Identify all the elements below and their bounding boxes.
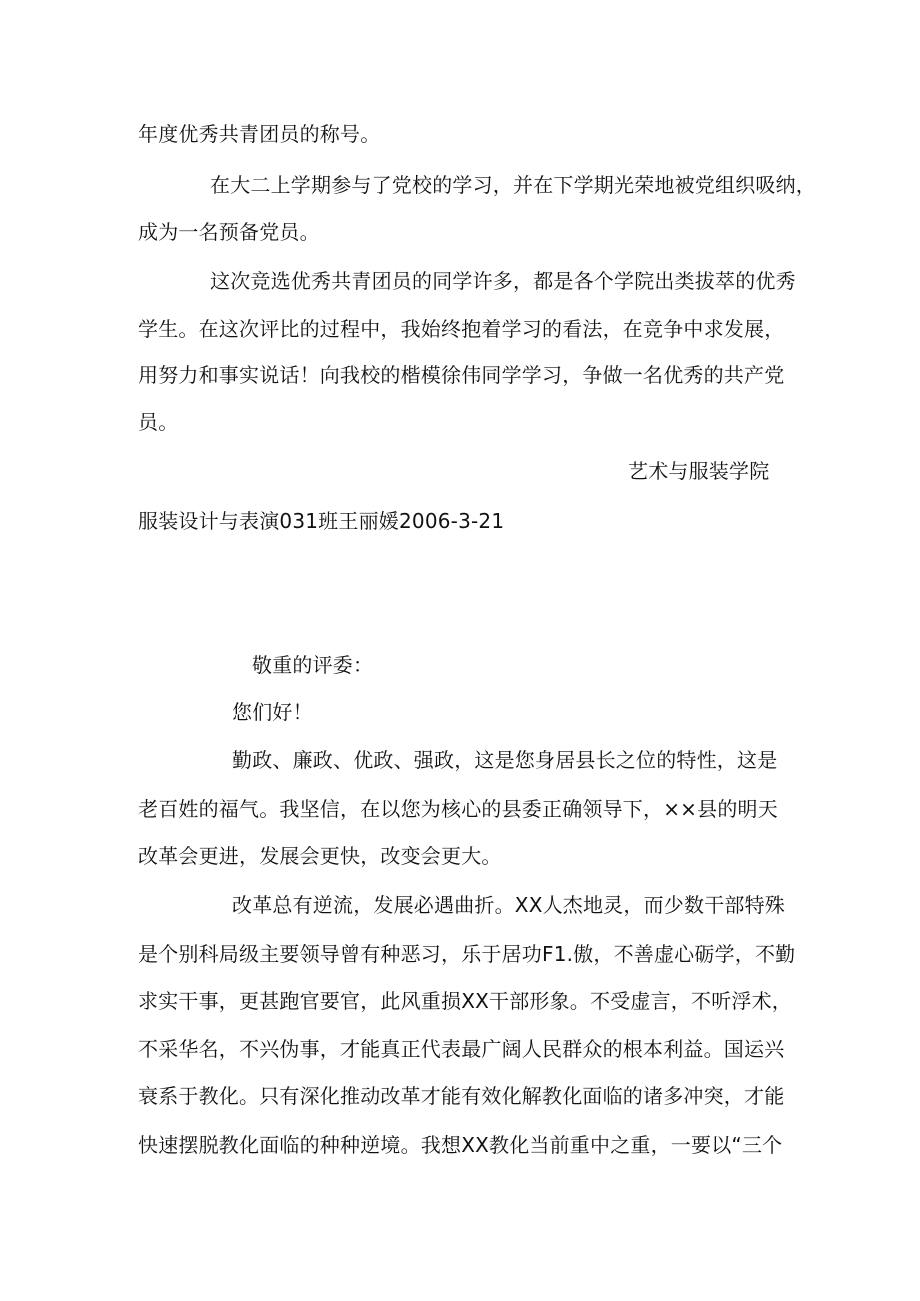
text-line: 是个别科局级主要领导曾有种恶习，乐于居功F1.傲，不善虚心砺学，不勤 (138, 942, 796, 966)
text-line: 年度优秀共青团员的称号。 (138, 122, 381, 146)
text-line: 勤政、廉政、优政、强政，这是您身居县长之位的特性，这是 (232, 748, 778, 772)
text-line: 快速摆脱教化面临的种种逆境。我想XX教化当前重中之重，一要以“三个 (138, 1133, 783, 1157)
text-line: 成为一名预备党员。 (138, 220, 320, 244)
signature-line: 服装设计与表演031班王丽媛2006-3-21 (138, 509, 505, 533)
salutation: 敬重的评委： (252, 653, 374, 677)
text-line: 衰系于教化。只有深化推动改革才能有效化解教化面临的诸多冲突，才能 (138, 1084, 785, 1108)
text-line: 学生。在这次评比的过程中，我始终抱着学习的看法，在竞争中求发展， (138, 317, 785, 341)
text-line: 改革会更进，发展会更快，改变会更大。 (138, 844, 502, 868)
text-line: 员。 (138, 410, 179, 434)
greeting: 您们好！ (232, 700, 313, 724)
text-line: 这次竞选优秀共青团员的同学许多，都是各个学院出类拔萃的优秀 (210, 269, 796, 293)
signature-college: 艺术与服装学院 (628, 459, 770, 483)
text-line: 求实干事，更甚跑官要官，此风重损XX干部形象。不受虚言，不听浮术， (138, 989, 793, 1013)
text-line: 老百姓的福气。我坚信，在以您为核心的县委正确领导下，××县的明天 (138, 797, 778, 821)
text-line: 用努力和事实说话！向我校的楷模徐伟同学学习，争做一名优秀的共产党 (138, 363, 785, 387)
text-line: 改革总有逆流，发展必遇曲折。XX人杰地灵，而少数干部特殊 (232, 893, 786, 917)
text-line: 不采华名，不兴伪事，才能真正代表最广阔人民群众的根本利益。国运兴 (138, 1037, 785, 1061)
text-line: 在大二上学期参与了党校的学习，并在下学期光荣地被党组织吸纳， (210, 173, 816, 197)
